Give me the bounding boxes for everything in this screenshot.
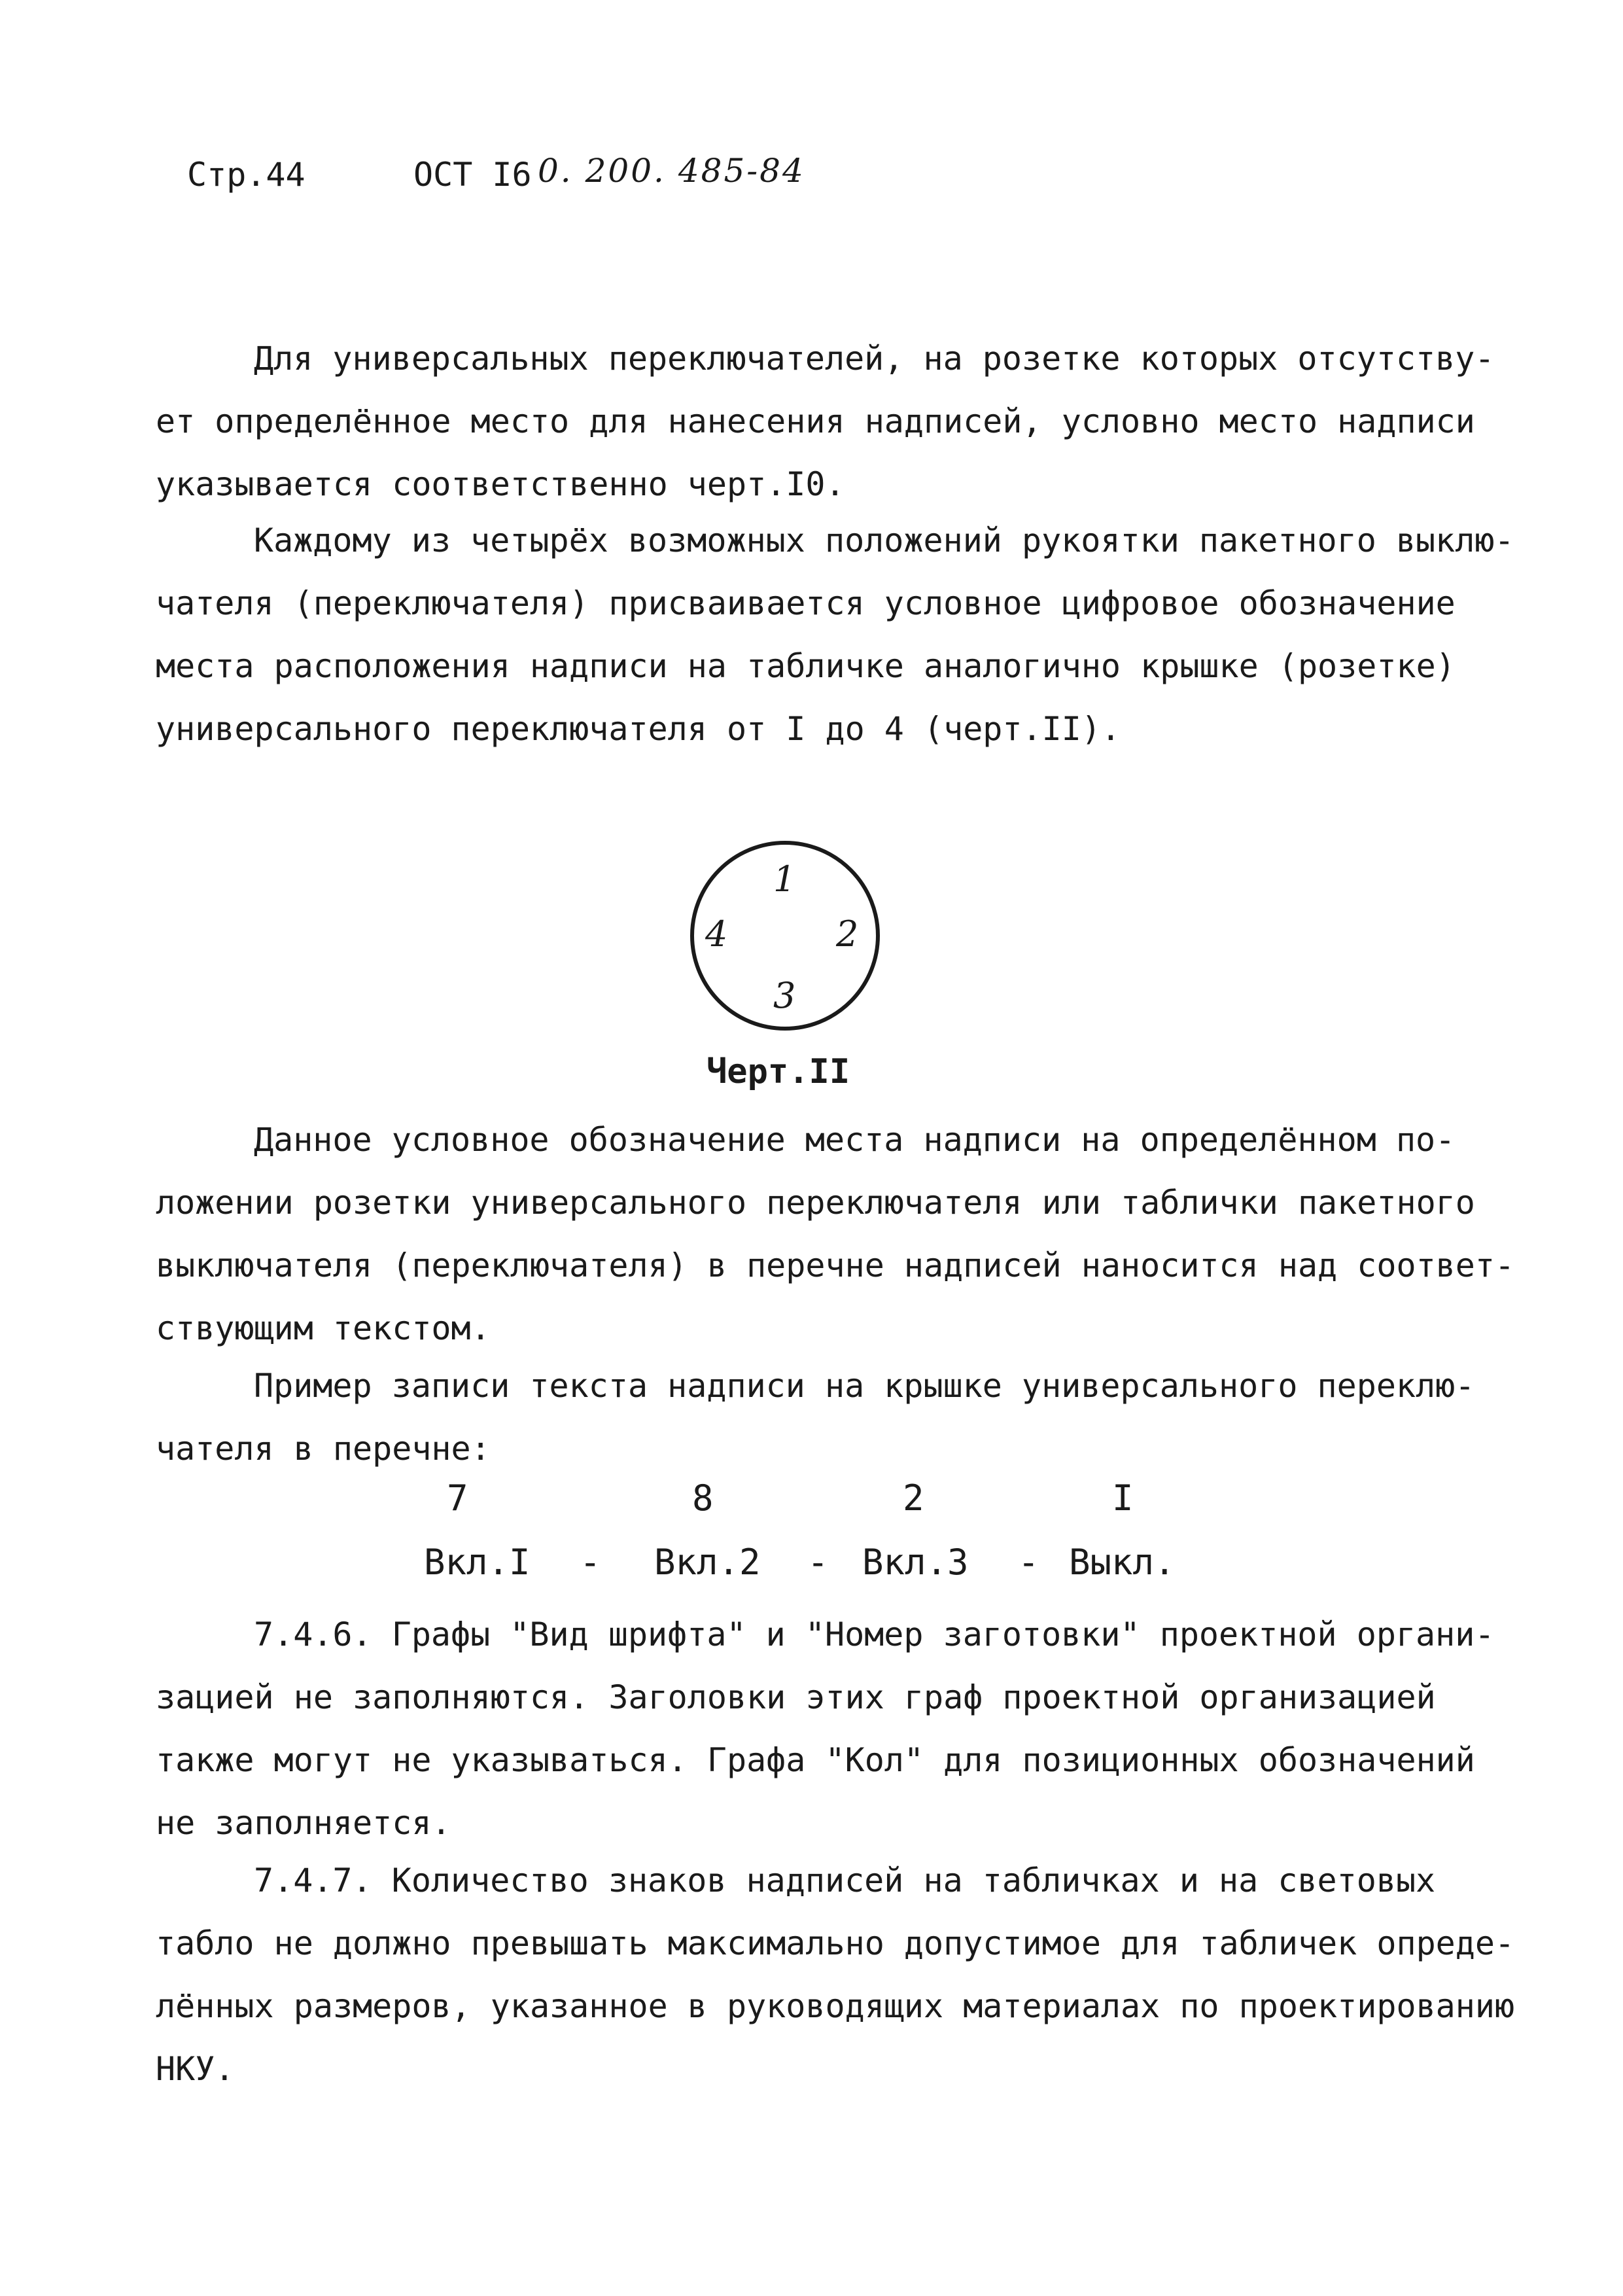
text-line: Пример записи текста надписи на крышке универсального переклю- [254, 1367, 1475, 1405]
example-number: 7 [447, 1477, 468, 1519]
text-line: также могут не указываться. Графа "Кол" для позиционных обозначений [156, 1741, 1475, 1779]
text-line: Данное условное обозначение места надписи на определённом по- [254, 1121, 1456, 1159]
example-label: Выкл. [1069, 1542, 1176, 1583]
standard-prefix: ОСТ I6 [413, 156, 532, 194]
text-line: Для универсальных переключателей, на розетке которых отсутству- [254, 340, 1495, 378]
text-line: места расположения надписи на табличке аналогично крышке (розетке) [156, 647, 1456, 685]
paragraph-designation-note [156, 1108, 1514, 1360]
text-line: ложении розетки универсального переключателя или таблички пакетного [156, 1184, 1475, 1222]
example-label: Вкл.I [424, 1542, 531, 1583]
position-3-label: 3 [773, 975, 798, 1016]
paragraph-7-4-6 [156, 1603, 1494, 1854]
text-line: выключателя (переключателя) в перечне надписей наносится над соответ- [156, 1246, 1515, 1284]
paragraph-universal-switches [156, 327, 1494, 516]
position-2-label: 2 [836, 913, 861, 955]
example-number: 8 [692, 1477, 714, 1519]
text-line: чателя в перечне: [156, 1430, 491, 1468]
text-line: ет определённое место для нанесения надписей, условно место надписи [156, 402, 1475, 440]
example-label: Вкл.2 [654, 1542, 761, 1583]
paragraph-example-intro [156, 1354, 1475, 1480]
example-number: I [1112, 1477, 1134, 1519]
example-number: 2 [903, 1477, 924, 1519]
text-line: лённых размеров, указанное в руководящих материалах по проектированию [156, 1987, 1515, 2025]
text-line: НКУ. [156, 2050, 235, 2088]
figure-position-diagram [687, 838, 883, 1034]
paragraph-7-4-7 [156, 1849, 1514, 2100]
example-dash: - [807, 1542, 829, 1583]
page-number: Стр.44 [187, 156, 305, 194]
text-line: табло не должно превышать максимально допустимое для табличек опреде- [156, 1924, 1515, 1962]
position-4-label: 4 [705, 913, 730, 955]
text-line: универсального переключателя от I до 4 (черт.II). [156, 710, 1121, 748]
text-line: чателя (переключателя) присваивается условное цифровое обозначение [156, 584, 1456, 622]
example-dash: - [580, 1542, 601, 1583]
text-line: 7.4.7. Количество знаков надписей на табличках и на световых [254, 1862, 1436, 1899]
text-line: Каждому из четырёх возможных положений рукоятки пакетного выклю- [254, 521, 1514, 559]
text-line: 7.4.6. Графы "Вид шрифта" и "Номер заготовки" проектной органи- [254, 1616, 1495, 1653]
text-line: зацией не заполняются. Заголовки этих граф проектной организацией [156, 1678, 1436, 1716]
figure-caption: Черт.II [707, 1052, 850, 1091]
text-line: указывается соответственно черт.I0. [156, 465, 845, 503]
example-dash: - [1018, 1542, 1039, 1583]
position-1-label: 1 [773, 858, 798, 900]
example-label: Вкл.3 [862, 1542, 969, 1583]
text-line: не заполняется. [156, 1804, 451, 1842]
paragraph-handle-positions [156, 509, 1514, 760]
standard-number-handwritten: 0. 200. 485-84 [538, 152, 805, 190]
text-line: ствующим текстом. [156, 1309, 491, 1347]
